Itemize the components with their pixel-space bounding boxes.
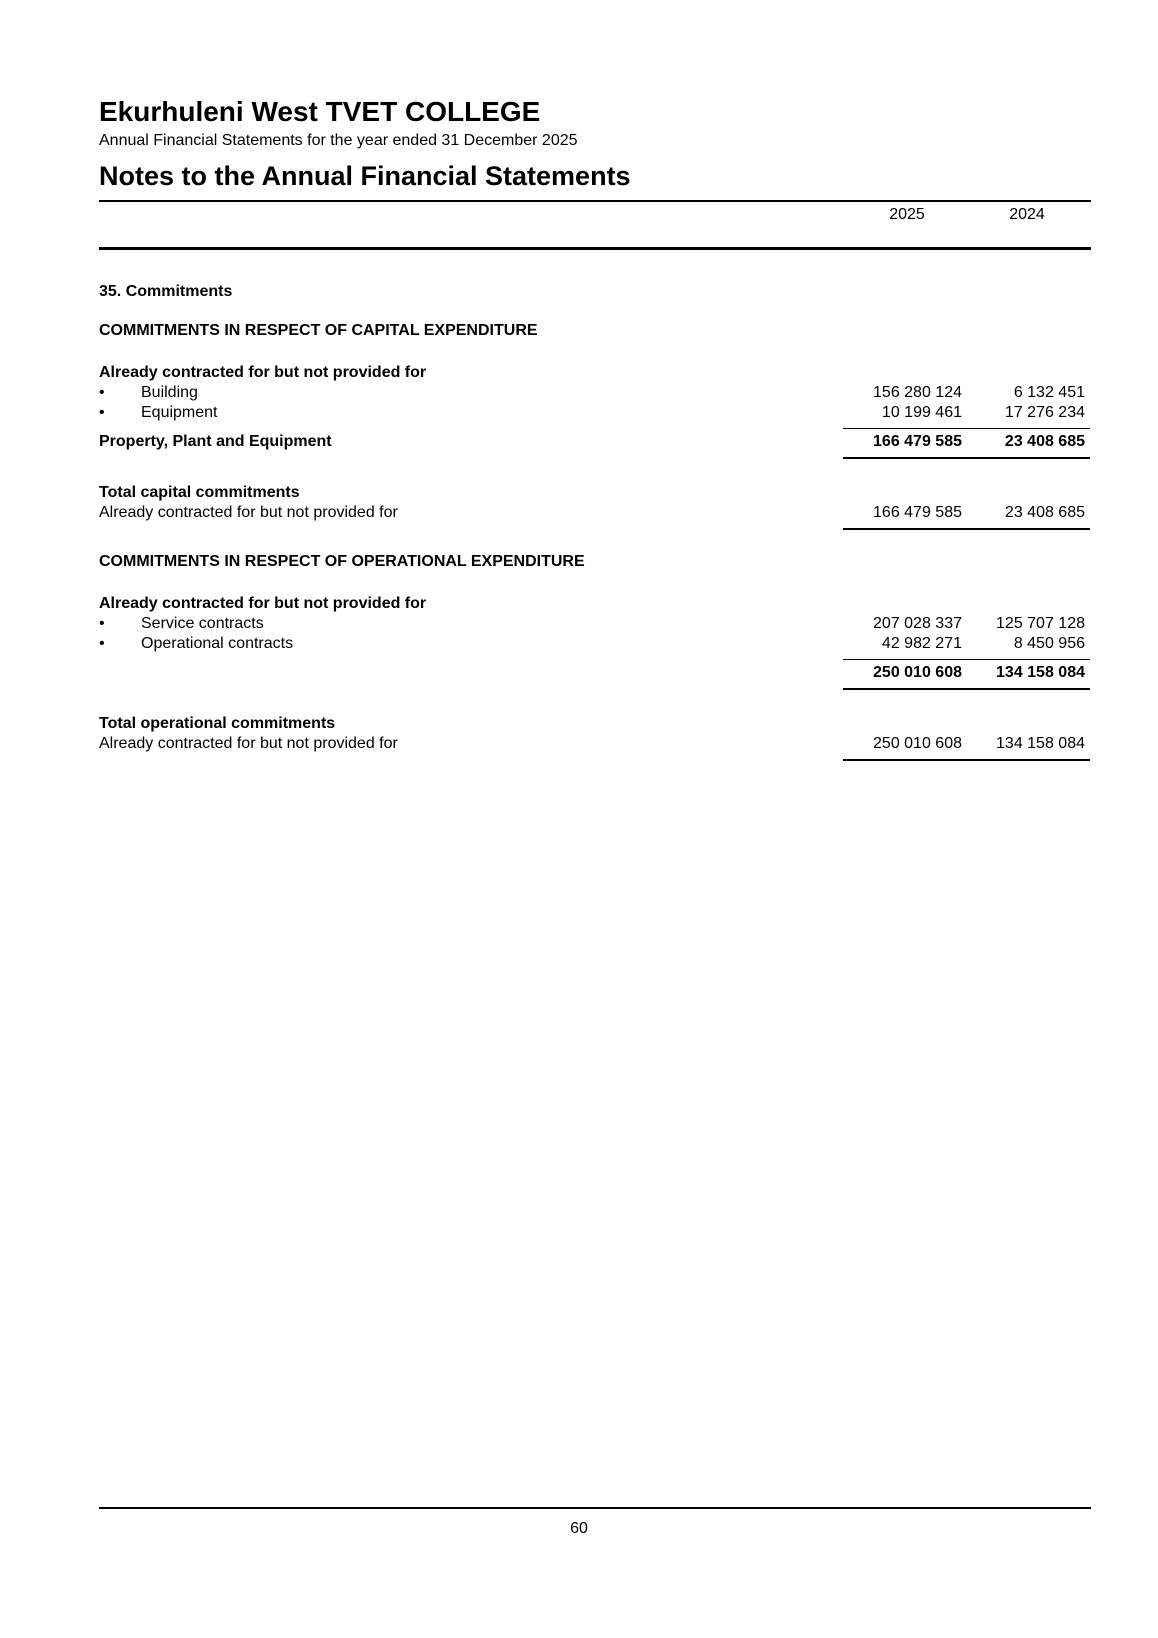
subtotal-rule [843, 659, 1090, 660]
operational-subheading: Already contracted for but not provided for [99, 595, 427, 612]
capital-total-label: Already contracted for but not provided for [99, 504, 398, 521]
subtotal-rule [843, 428, 1090, 429]
operational-item-label: Service contracts [141, 615, 264, 632]
operational-item-2024: 8 450 956 [1013, 635, 1085, 652]
operational-item-2025: 207 028 337 [873, 615, 962, 632]
page-title: Notes to the Annual Financial Statements [99, 161, 631, 191]
capital-section-heading: COMMITMENTS IN RESPECT OF CAPITAL EXPENDITURE [99, 322, 538, 339]
bullet-icon: • [99, 384, 105, 401]
header-bottom-divider [99, 247, 1091, 250]
operational-item-2025: 42 982 271 [881, 635, 962, 652]
capital-total-2025: 166 479 585 [873, 504, 962, 521]
operational-total-label: Already contracted for but not provided for [99, 735, 398, 752]
operational-item-label: Operational contracts [141, 635, 294, 652]
note-heading: 35. Commitments [99, 283, 233, 300]
statement-subtitle: Annual Financial Statements for the year ended 31 December 2025 [99, 132, 578, 149]
capital-subtotal-2024: 23 408 685 [1004, 433, 1085, 450]
operational-subtotal-2025: 250 010 608 [873, 664, 962, 681]
footer-divider [99, 1507, 1091, 1509]
operational-subtotal-2024: 134 158 084 [996, 664, 1085, 681]
operational-total-heading: Total operational commitments [99, 715, 336, 732]
capital-item-2025: 10 199 461 [881, 404, 962, 421]
operational-section-heading: COMMITMENTS IN RESPECT OF OPERATIONAL EXPENDITURE [99, 553, 585, 570]
year-current-header: 2025 [889, 206, 925, 223]
capital-item-2025: 156 280 124 [873, 384, 962, 401]
capital-item-2024: 6 132 451 [1013, 384, 1085, 401]
bullet-icon: • [99, 615, 105, 632]
capital-item-label: Equipment [141, 404, 218, 421]
operational-item-2024: 125 707 128 [996, 615, 1085, 632]
total-underline [843, 528, 1090, 530]
bullet-icon: • [99, 635, 105, 652]
capital-subheading: Already contracted for but not provided for [99, 364, 427, 381]
page-number: 60 [570, 1520, 588, 1537]
capital-total-2024: 23 408 685 [1004, 504, 1085, 521]
year-prior-header: 2024 [1009, 206, 1045, 223]
capital-subtotal-label: Property, Plant and Equipment [99, 433, 332, 450]
capital-subtotal-2025: 166 479 585 [873, 433, 962, 450]
capital-item-label: Building [141, 384, 198, 401]
operational-total-2024: 134 158 084 [996, 735, 1085, 752]
capital-item-2024: 17 276 234 [1004, 404, 1085, 421]
subtotal-underline [843, 457, 1090, 459]
capital-total-heading: Total capital commitments [99, 484, 300, 501]
operational-total-2025: 250 010 608 [873, 735, 962, 752]
total-underline [843, 759, 1090, 761]
subtotal-underline [843, 688, 1090, 690]
header-divider [99, 200, 1091, 202]
bullet-icon: • [99, 404, 105, 421]
organisation-title: Ekurhuleni West TVET COLLEGE [99, 96, 541, 127]
